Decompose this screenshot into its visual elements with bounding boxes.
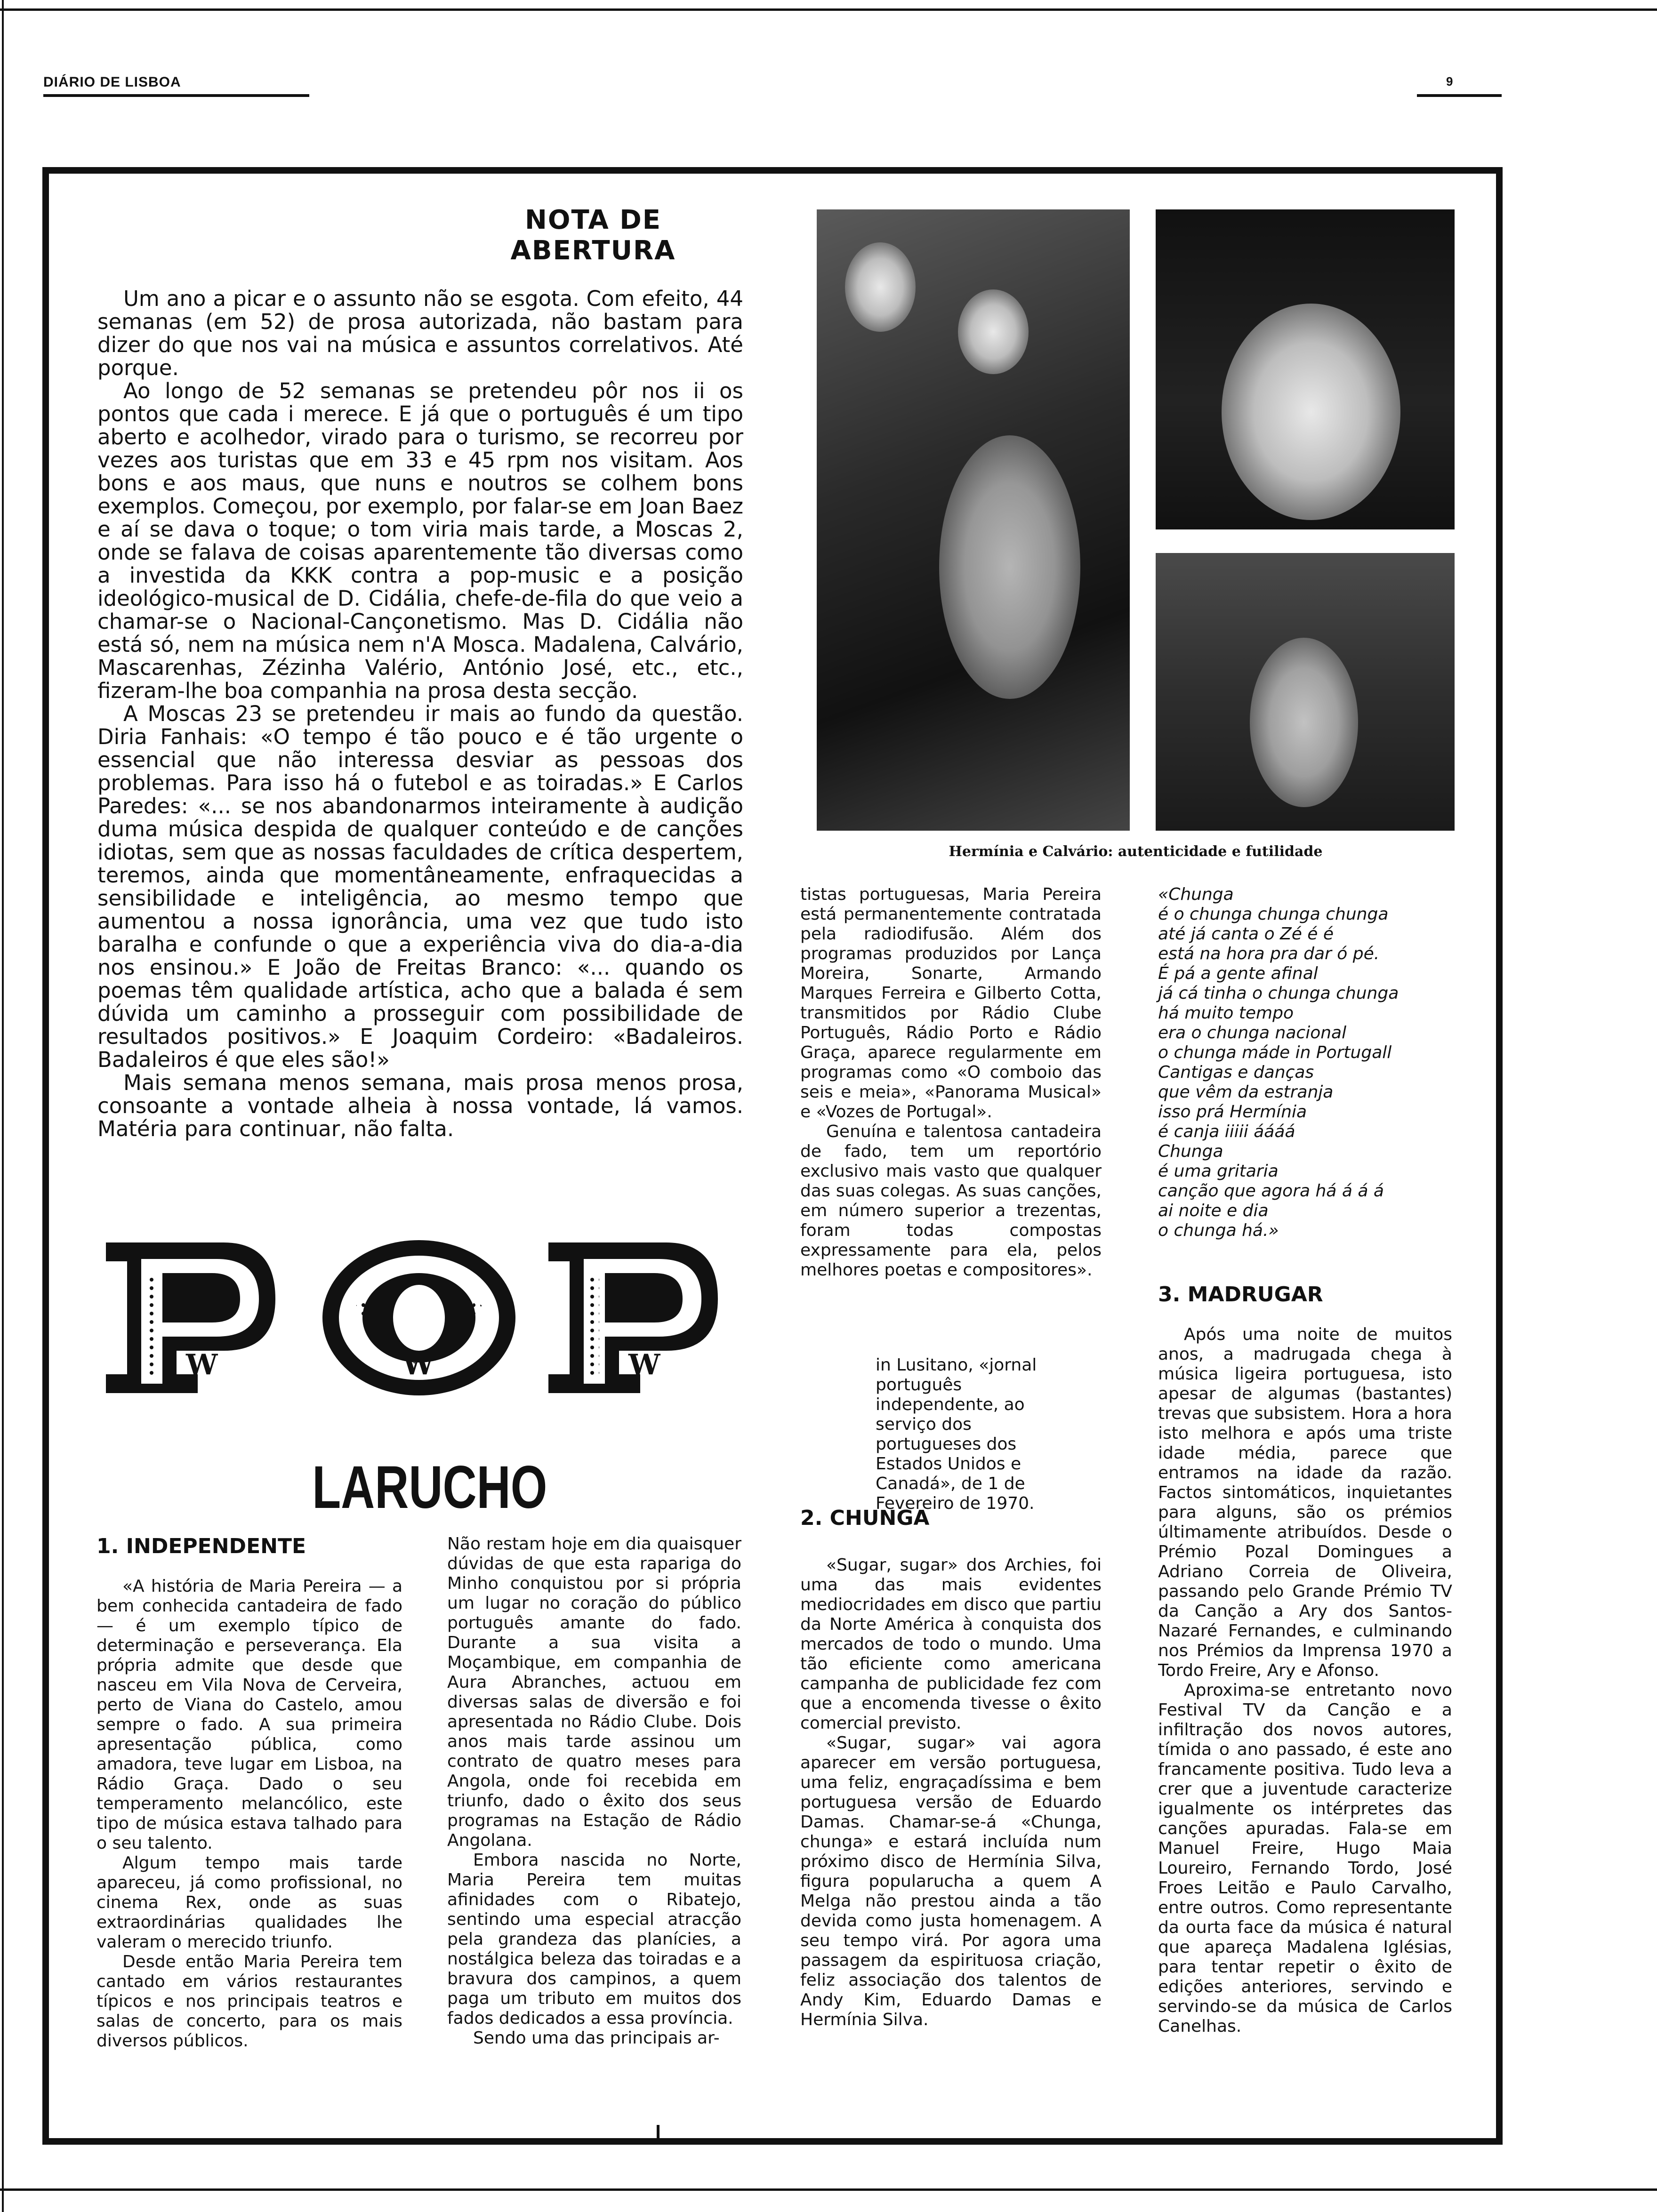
photo-caption: Hermínia e Calvário: autenticidade e futilidade [949,843,1323,860]
svg-text:W: W [186,1348,218,1381]
lyric-line: Cantigas e danças [1158,1063,1314,1082]
lyric-line: era o chunga nacional [1158,1023,1347,1042]
section1-paragraph: tistas portuguesas, Maria Pereira está permanentemente contratada pela radiodifusão. Além dos programas produzidos por Lança Moreira, Sonarte, Armando Marques Ferreira e Gilberto Cotta, transmitidos por Rádio Clube Português, Rádio Porto e Rádio Graça, aparece regularmente em programas como «O comboio das seis e meia», «Panorama Musical» e «Vozes de Portugal». [800,885,1102,1122]
lyric-line: o chunga há.» [1158,1221,1279,1240]
top-border-line [0,8,1657,11]
lyric-line: até já canta o Zé é é [1158,924,1334,944]
photo-stage-scene [1156,553,1455,831]
nota-body [97,287,743,1219]
header-rule-left [43,94,309,97]
photo-face-highlight [1222,304,1400,520]
section1-paragraph: Embora nascida no Norte, Maria Pereira tem muitas afinidades com o Ribatejo, sentindo uma especial atracção pela grandeza das planícies, a nostálgica beleza das toiradas e a bravura dos campinos, a quem paga um tributo em muitos dos fados dedicados a essa província. [447,1851,741,2028]
section2-paragraph: «Sugar, sugar» dos Archies, foi uma das mais evidentes mediocridades em disco que partiu da Norte América à conquista dos mercados de todo o mundo. Uma tão eficiente como americana campanha de publicidade fez com que a encomenda tivesse o êxito comercial previsto. [800,1555,1102,1733]
lyric-line: É pá a gente afinal [1158,964,1318,983]
newspaper-name: DIÁRIO DE LISBOA [43,74,181,90]
nota-title: NOTA DE ABERTURA [510,205,676,266]
pop-letter-p [106,1242,275,1393]
photo-face-highlight [845,242,916,332]
section1-paragraph: Algum tempo mais tarde apareceu, já como profissional, no cinema Rex, onde as suas extraordinárias qualidades lhe valeram o merecido triunfo. [97,1853,402,1952]
header-rule-right [1417,94,1502,97]
svg-text:W: W [628,1348,660,1381]
lyric-line: ai noite e dia [1158,1201,1269,1220]
section2-paragraph: «Sugar, sugar» vai agora aparecer em versão portuguesa, uma feliz, engraçadíssima e bem portuguesa versão de Eduardo Damas. Chamar-se-á «Chunga, chunga» e estará incluída num próximo disco de Hermínia Silva, figura popularucha a quem A Melga não prestou ainda a tão devida como justa homenagem. A seu tempo virá. Por agora uma passagem da espirituosa criação, feliz associação dos talentos de Andy Kim, Eduardo Damas e Hermínia Silva. [800,1733,1102,2029]
section1-heading: 1. INDEPENDENTE [97,1534,306,1558]
photo-figure-highlight [1250,638,1358,807]
column-separator [657,2125,660,2139]
section1-paragraph: Genuína e talentosa cantadeira de fado, tem um reportório exclusivo mais vasto que qualquer das suas colegas. As suas canções, em número superior a trezentas, foram todas compostas expressamente para ela, pelos melhores poetas e compositores». [800,1122,1102,1280]
nota-paragraph: A Moscas 23 se pretendeu ir mais ao fundo da questão. Diria Fanhais: «O tempo é tão pouco e é tão urgente o essencial que não interessa desviar as pessoas dos problemas. Para isso há o futebol e as toiradas.» E Carlos Paredes: «... se nos abandonarmos inteiramente à audição duma música despida de qualquer conteúdo e de canções idiotas, sem que as nossas faculdades de crítica despertem, teremos, ainda que momentâneamente, enfraquecidas a sensibilidade e inteligência, ao mesmo tempo que aumentou a nossa ignorância, uma vez que tudo isto baralha e confunde o que a experiência viva do dia-a-dia nos ensinou.» E João de Freitas Branco: «... quando os poemas têm qualidade artística, acho que a balada é sem dúvida um caminho a prosseguir com possibilidade de resultados positivos.» E Joaquim Cordeiro: «Badaleiros. Badaleiros é que eles são!» [97,701,743,1072]
section1-paragraph: Não restam hoje em dia quaisquer dúvidas de que esta rapariga do Minho conquistou por si própria um lugar no coração do público português amante do fado. Durante a sua visita a Moçambique, em companhia de Aura Abranches, actuou em diversas salas de diversão e foi apresentada no Rádio Clube. Dois anos mais tarde assinou um contrato de quatro meses para Angola, onde foi recebida em triunfo, dado o êxito dos seus programas na Estação de Rádio Angolana. [447,1534,741,1850]
lyric-line: canção que agora há á á á [1158,1181,1384,1201]
lyric-line: o chunga máde in Portugall [1158,1043,1392,1062]
lyric-line: isso prá Hermínia [1158,1102,1307,1122]
section2-body [800,1555,1102,2111]
left-margin-line [2,0,4,2212]
author-name: LARUCHO [312,1454,547,1521]
photo-calvario-portrait [1156,209,1455,529]
lyric-line: já cá tinha o chunga chunga [1158,984,1399,1003]
section3-heading: 3. MADRUGAR [1158,1282,1323,1306]
pop-letter-p2 [548,1242,718,1393]
section1-column-2 [447,1534,741,2099]
pop-logo-graphic [97,1233,741,1403]
nota-paragraph: Um ano a picar e o assunto não se esgota. Com efeito, 44 semanas (em 52) de prosa autorizada, não bastam para dizer do que nos vai na música e assuntos correlativos. Até porque. [97,287,743,380]
section1-paragraph: Desde então Maria Pereira tem cantado em vários restaurantes típicos e nos principais teatros e salas de concerto, para os mais diversos públicos. [97,1952,402,2051]
lyric-line: «Chunga [1158,885,1234,904]
chunga-lyrics [1158,885,1450,1241]
lyric-line: Chunga [1158,1142,1223,1161]
lyric-line: que vêm da estranja [1158,1082,1334,1102]
photo-herminia-calvario [817,209,1130,831]
lyric-line: é canja iiiii áááá [1158,1122,1295,1141]
pop-logo [97,1233,741,1403]
bottom-border-line [0,2188,1657,2191]
lyric-line: está na hora pra dar ó pé. [1158,944,1380,963]
lyric-line: há muito tempo [1158,1003,1294,1023]
nota-paragraph: Ao longo de 52 semanas se pretendeu pôr nos ii os pontos que cada i merece. E já que o português é um tipo aberto e acolhedor, virado para o turismo, se recorreu por vezes aos turistas que em 33 e 45 rpm nos visitam. Aos bons e aos maus, que nuns e noutros se colhem bons exemplos. Começou, por exemplo, por falar-se em Joan Baez e aí se dava o toque; o tom viria mais tarde, a Moscas 2, onde se falava de coisas aparentemente tão diversas como a investida da KKK contra a pop-music e a posição ideológico-musical de D. Cidália, chefe-de-fila do que veio a chamar-se o Nacional-Cançonetismo. Mas D. Cidália não está só, nem na música nem n'A Mosca. Madalena, Calvário, Mascarenhas, Zézinha Valério, António José, etc., etc., fizeram-lhe boa companhia na prosa desta secção. [97,378,743,703]
section1-paragraph: Sendo uma das principais ar- [473,2028,720,2048]
section1-source: in Lusitano, «jornal português independente, ao serviço dos portugueses dos Estados Unidos e Canadá», de 1 de Fevereiro de 1970. [876,1355,1037,1513]
nota-paragraph: Mais semana menos semana, mais prosa menos prosa, consoante a vontade alheia à nossa vontade, lá vamos. Matéria para continuar, não falta. [97,1070,743,1141]
pop-letter-o [322,1240,515,1395]
photo-light-area [939,435,1080,699]
section2-heading: 2. CHUNGA [800,1506,930,1530]
svg-text:W: W [402,1348,434,1381]
section1-paragraph: «A história de Maria Pereira — a bem conhecida cantadeira de fado — é um exemplo típico de determinação e perseverança. Ela própria admite que desde que nasceu em Vila Nova de Cerveira, perto de Viana do Castelo, amou sempre o fado. A sua primeira apresentação pública, como amadora, teve lugar em Lisboa, na Rádio Graça. Dado o seu temperamento melancólico, este tipo de música estava talhado para o seu talento. [97,1577,402,1853]
section3-paragraph: Aproxima-se entretanto novo Festival TV da Canção e a infiltração dos novos autores, tímida o ano passado, é este ano francamente positiva. Tudo leva a crer que a juventude caracterize igualmente os intérpretes das canções apuradas. Fala-se em Manuel Freire, Hugo Maia Loureiro, Fernando Tordo, José Froes Leitão e Paulo Carvalho, entre outros. Como representante da ourta face da música é natural que apareça Madalena Iglésias, para tentar repetir o êxito de edições anteriores, servindo e servindo-se da música de Carlos Canelhas. [1158,1681,1452,2036]
lyric-line: é o chunga chunga chunga [1158,905,1389,924]
photo-face-highlight [958,289,1029,374]
lyric-line: é uma gritaria [1158,1162,1279,1181]
section1-column-3 [800,885,1102,1332]
section3-paragraph: Após uma noite de muitos anos, a madrugada chega à música ligeira portuguesa, isto apesar de algumas (bastantes) trevas que subsistem. Hora a hora isto melhora e após uma triste idade média, parece que entramos na idade da razão. Factos sintomáticos, inquietantes para alguns, são os prémios últimamente atribuídos. Desde o Prémio Pozal Domingues a Adriano Correia de Oliveira, passando pelo Grande Prémio TV da Canção a Ary dos Santos-Nazaré Fernandes, e culminando nos Prémios da Imprensa 1970 a Tordo Freire, Ary e Afonso. [1158,1325,1452,1680]
page-marker: 9 [1446,74,1454,88]
section1-column-1 [97,1577,402,2099]
section3-body [1158,1325,1452,2106]
